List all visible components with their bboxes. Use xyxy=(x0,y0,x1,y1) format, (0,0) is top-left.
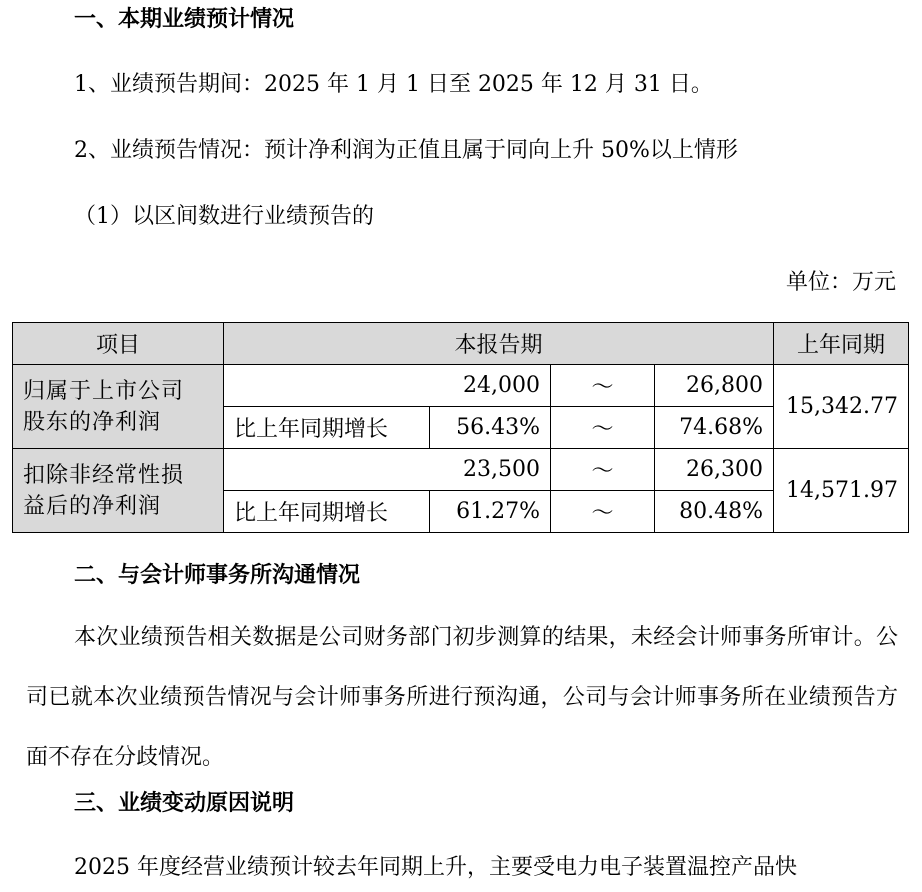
forecast-situation: 2、业绩预告情况：预计净利润为正值且属于同向上升 50%以上情形 xyxy=(74,138,738,163)
value-low: 23,500 xyxy=(224,449,551,491)
forecast-period: 1、业绩预告期间：2025 年 1 月 1 日至 2025 年 12 月 31 日。 xyxy=(74,72,713,97)
range-tilde: ～ xyxy=(551,365,655,407)
table-header-row xyxy=(13,323,909,365)
growth-low: 56.43% xyxy=(430,407,551,449)
unit-label: 单位：万元 xyxy=(785,270,896,295)
growth-label: 比上年同期增长 xyxy=(224,491,430,533)
section3-heading: 三、业绩变动原因说明 xyxy=(74,790,295,816)
item-line-1: 归属于上市公司 xyxy=(23,378,185,404)
header-prior-period: 上年同期 xyxy=(774,323,909,365)
value-high: 26,800 xyxy=(655,365,774,407)
value-low: 24,000 xyxy=(224,365,551,407)
section2-heading: 二、与会计师事务所沟通情况 xyxy=(74,562,361,588)
row-item-net-profit-excl-nonrecurring xyxy=(13,449,224,533)
growth-high: 80.48% xyxy=(655,491,774,533)
section2-paragraph: 本次业绩预告相关数据是公司财务部门初步测算的结果，未经会计师事务所审计。公司已就本次业绩预告情况与会计师事务所进行预沟通，公司与会计师事务所在业绩预告方面不存在分歧情况。 xyxy=(26,625,898,770)
range-tilde: ～ xyxy=(551,449,655,491)
growth-tilde: ～ xyxy=(551,491,655,533)
table-row xyxy=(13,449,909,491)
growth-high: 74.68% xyxy=(655,407,774,449)
item-line-2: 股东的净利润 xyxy=(23,409,162,435)
growth-tilde: ～ xyxy=(551,407,655,449)
section3-paragraph: 2025 年度经营业绩预计较去年同期上升，主要受电力电子装置温控产品快 xyxy=(74,855,797,880)
forecast-table xyxy=(12,322,909,533)
item-line-2: 益后的净利润 xyxy=(23,493,162,519)
range-forecast-label: （1）以区间数进行业绩预告的 xyxy=(74,204,374,229)
prior-value: 14,571.97 xyxy=(774,449,909,533)
value-high: 26,300 xyxy=(655,449,774,491)
growth-label: 比上年同期增长 xyxy=(224,407,430,449)
header-item: 项目 xyxy=(13,323,224,365)
section1-heading: 一、本期业绩预计情况 xyxy=(74,6,295,32)
prior-value: 15,342.77 xyxy=(774,365,909,449)
growth-low: 61.27% xyxy=(430,491,551,533)
header-current-period: 本报告期 xyxy=(224,323,774,365)
item-line-1: 扣除非经常性损 xyxy=(23,462,185,488)
row-item-net-profit xyxy=(13,365,224,449)
table-row xyxy=(13,365,909,407)
